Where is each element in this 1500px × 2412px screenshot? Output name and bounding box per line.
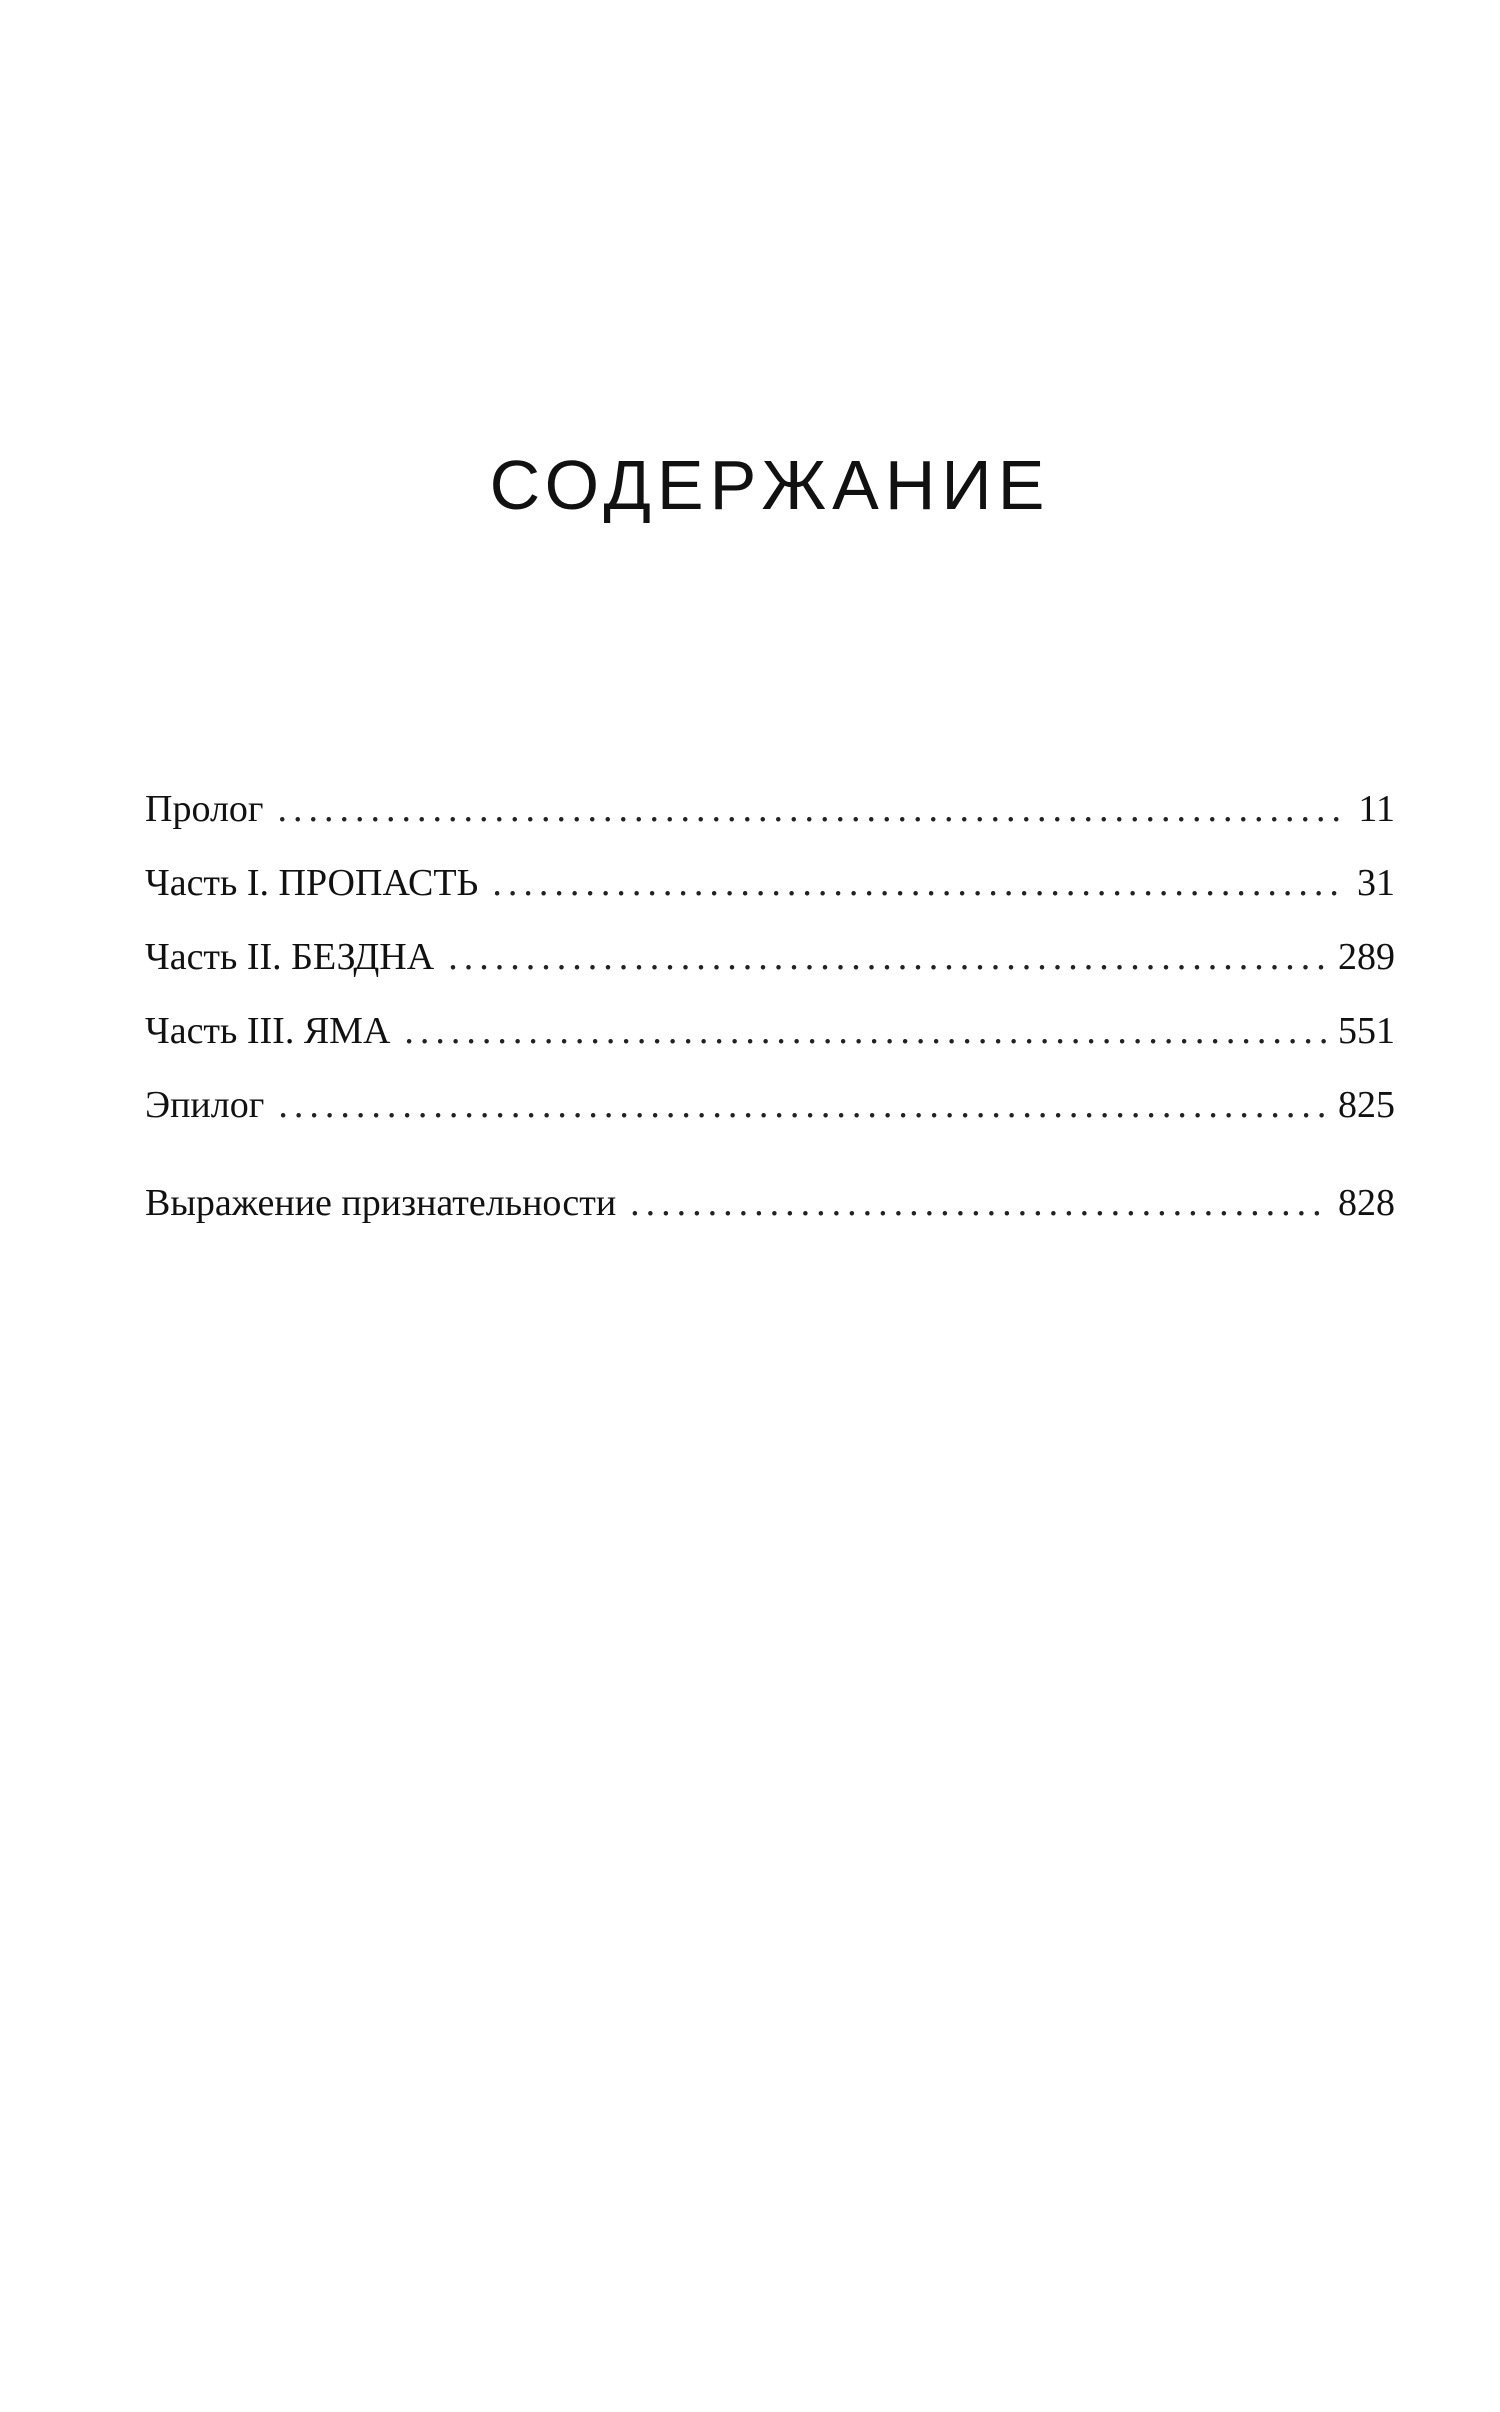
toc-entry-page: 828 [1338,1182,1395,1224]
toc-leader-dots [492,864,1347,902]
page-title: СОДЕРЖАНИЕ [489,446,1051,524]
toc-entry-label: Часть II. БЕЗДНА [145,936,435,978]
toc-entry-label: Часть III. ЯМА [145,1010,391,1052]
toc-entry-page: 825 [1338,1084,1395,1126]
toc-entry-part-3 [145,1012,1395,1086]
toc-entry-label: Часть I. ПРОПАСТЬ [145,862,479,904]
toc-entry-acknowledgements [145,1184,1395,1258]
toc-entry-page: 31 [1357,862,1395,904]
toc-entry-prologue [145,790,1395,864]
toc-entry-label: Эпилог [145,1084,265,1126]
toc-entry-epilogue [145,1086,1395,1160]
toc-leader-dots [278,790,1349,828]
toc-leader-dots [278,1086,1328,1124]
toc-entry-label: Выражение признательности [145,1182,617,1224]
toc-entry-part-2 [145,938,1395,1012]
toc-entry-page: 289 [1338,936,1395,978]
toc-leader-dots [630,1184,1328,1222]
toc-entry-page: 11 [1358,788,1395,830]
toc-leader-dots [448,938,1328,976]
toc-entry-part-1 [145,864,1395,938]
toc-entry-page: 551 [1338,1010,1395,1052]
toc-entry-label: Пролог [145,788,264,830]
table-of-contents [145,790,1395,1258]
toc-leader-dots [404,1012,1328,1050]
